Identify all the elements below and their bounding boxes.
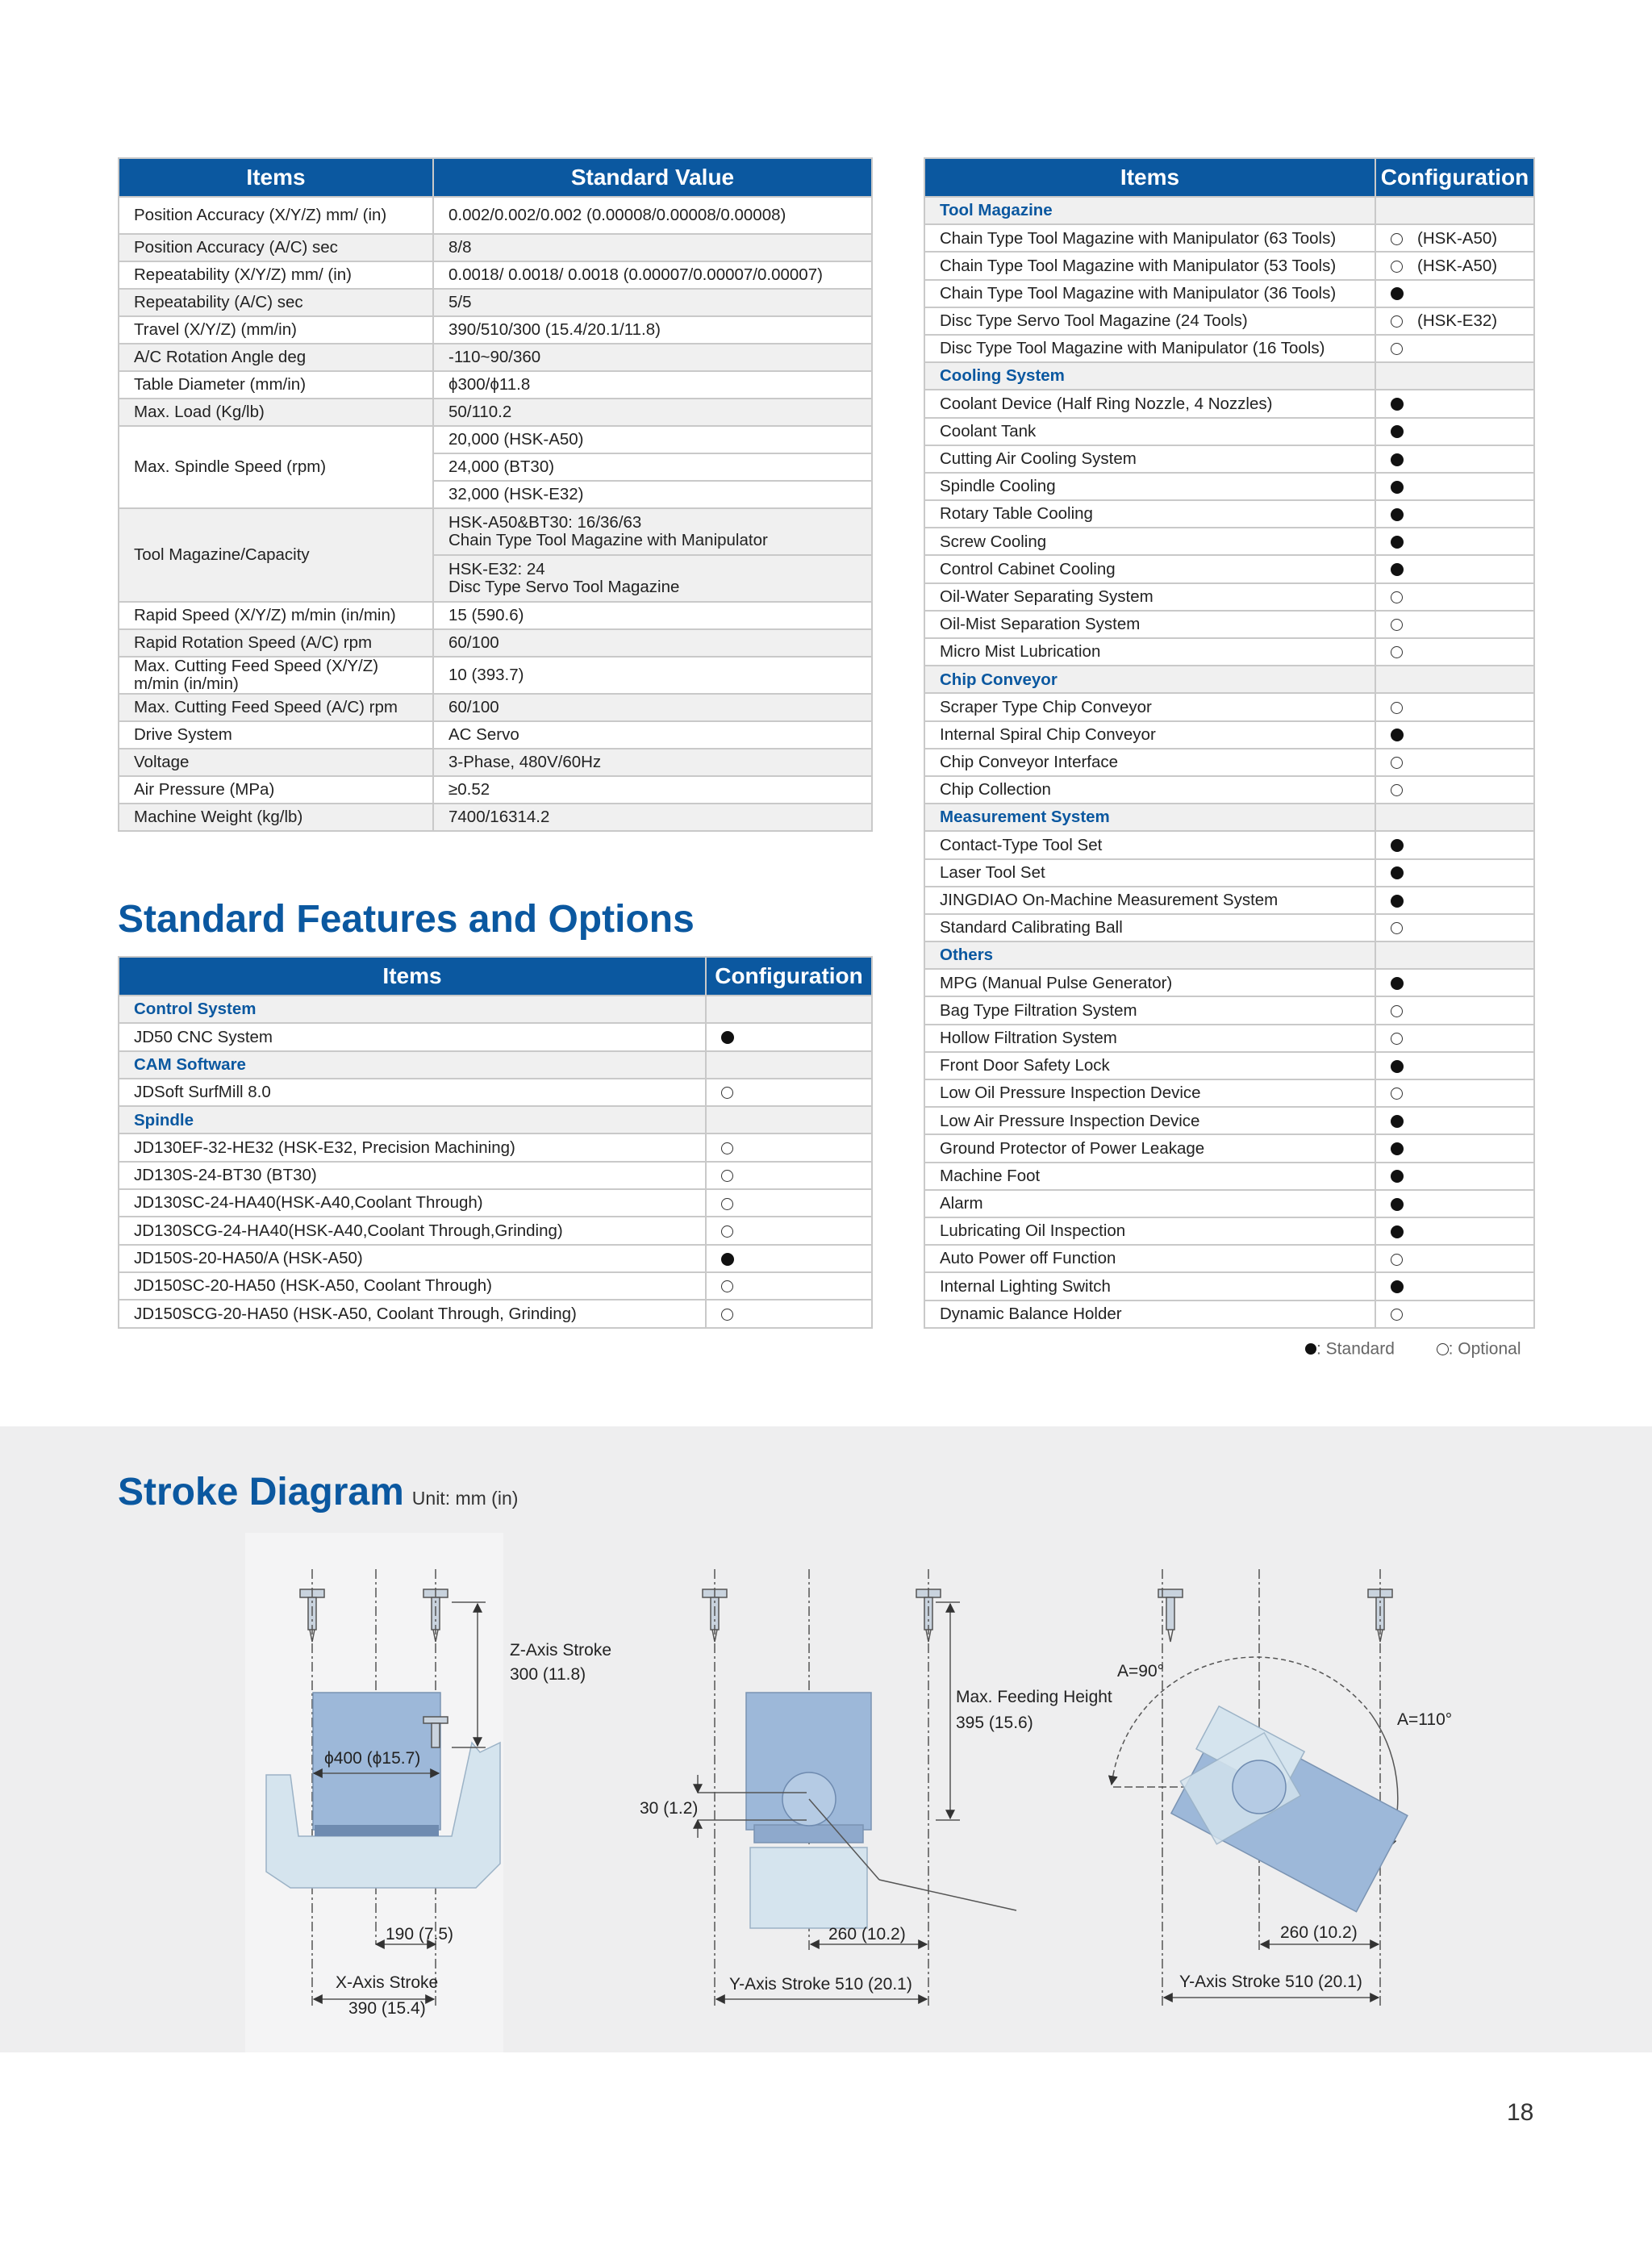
feature-item: Chip Conveyor Interface [924, 749, 1375, 776]
spec-value: 60/100 [433, 629, 872, 657]
feature-item: Auto Power off Function [924, 1245, 1375, 1272]
spec-item: Rapid Rotation Speed (A/C) rpm [119, 629, 433, 657]
feature-item: Chain Type Tool Magazine with Manipulator (36 Tools) [924, 280, 1375, 307]
max-feed-value: 395 (15.6) [956, 1714, 1033, 1732]
category-label: Cooling System [924, 362, 1375, 390]
y-stroke-label: Y-Axis Stroke 510 (20.1) [1179, 1973, 1362, 1991]
spec-value: 5/5 [433, 289, 872, 316]
feature-item: JD130SCG-24-HA40(HSK-A40,Coolant Through,Grinding) [119, 1217, 706, 1244]
spec-value-line: HSK-E32: 24 [448, 560, 545, 579]
x-stroke-label: X-Axis Stroke [336, 1973, 439, 1992]
feature-item: JD130S-24-BT30 (BT30) [119, 1162, 706, 1189]
spec-item: Max. Load (Kg/lb) [119, 399, 433, 426]
category-label: Tool Magazine [924, 197, 1375, 224]
feature-item: Dynamic Balance Holder [924, 1301, 1375, 1328]
spec-item: Repeatability (A/C) sec [119, 289, 433, 316]
spec-value: 10 (393.7) [433, 657, 872, 694]
feature-item: Hollow Filtration System [924, 1025, 1375, 1052]
spec-value: 20,000 (HSK-A50) [433, 426, 872, 453]
spec-value: -110~90/360 [433, 344, 872, 371]
spec-item: Position Accuracy (A/C) sec [119, 234, 433, 261]
offset-30-label: 30 (1.2) [640, 1799, 699, 1818]
feature-item: Rotary Table Cooling [924, 500, 1375, 528]
spec-value: 390/510/300 (15.4/20.1/11.8) [433, 316, 872, 344]
spec-item: Machine Weight (kg/lb) [119, 804, 433, 831]
spec-item: Max. Cutting Feed Speed (X/Y/Z) m/min (in/min) [119, 657, 433, 694]
spec-header-items: Items [119, 158, 433, 197]
a90-label: A=90° [1117, 1662, 1165, 1680]
spec-value: 60/100 [433, 694, 872, 721]
feature-item: MPG (Manual Pulse Generator) [924, 969, 1375, 996]
spec-item: Voltage [119, 749, 433, 776]
diameter-label: ϕ400 (ϕ15.7) [324, 1749, 421, 1768]
feature-item: Internal Lighting Switch [924, 1272, 1375, 1300]
spec-item: Rapid Speed (X/Y/Z) m/min (in/min) [119, 602, 433, 629]
feature-item: Chain Type Tool Magazine with Manipulator (53 Tools) [924, 252, 1375, 279]
feature-item: Spindle Cooling [924, 473, 1375, 500]
spec-value: ≥0.52 [433, 776, 872, 804]
spec-item: Drive System [119, 721, 433, 749]
feature-item: JD150S-20-HA50/A (HSK-A50) [119, 1245, 706, 1272]
feature-item: JD150SC-20-HA50 (HSK-A50, Coolant Through) [119, 1272, 706, 1300]
feature-item: Scraper Type Chip Conveyor [924, 693, 1375, 720]
feature-item: JD150SCG-20-HA50 (HSK-A50, Coolant Through, Grinding) [119, 1300, 706, 1327]
spec-value: 0.002/0.002/0.002 (0.00008/0.00008/0.00008) [433, 197, 872, 234]
category-label: CAM Software [119, 1051, 706, 1079]
features-left-header-items: Items [119, 957, 706, 996]
stroke-unit: Unit: mm (in) [411, 1488, 519, 1509]
stroke-diagram-heading: Stroke Diagram [118, 1471, 404, 1513]
config-note: (HSK-A50) [1417, 228, 1498, 248]
feature-item: Disc Type Servo Tool Magazine (24 Tools) [924, 307, 1375, 335]
spec-value: 32,000 (HSK-E32) [433, 481, 872, 508]
feature-item: Oil-Water Separating System [924, 583, 1375, 611]
config-note: (HSK-A50) [1417, 256, 1498, 275]
feature-item: JD50 CNC System [119, 1023, 706, 1050]
feature-item: Coolant Device (Half Ring Nozzle, 4 Nozzles) [924, 390, 1375, 417]
spec-value-line: HSK-A50&BT30: 16/36/63 [448, 513, 642, 532]
feature-item: JINGDIAO On-Machine Measurement System [924, 887, 1375, 914]
features-title: Standard Features and Options [118, 898, 695, 941]
feature-item: Laser Tool Set [924, 859, 1375, 887]
spec-item: Table Diameter (mm/in) [119, 371, 433, 399]
spec-item: A/C Rotation Angle deg [119, 344, 433, 371]
feature-item: Contact-Type Tool Set [924, 831, 1375, 858]
feature-item: Alarm [924, 1190, 1375, 1217]
feature-item: Lubricating Oil Inspection [924, 1217, 1375, 1245]
feature-item: Coolant Tank [924, 418, 1375, 445]
legend-standard: : Standard [1316, 1339, 1395, 1359]
spec-value: 8/8 [433, 234, 872, 261]
feature-item: Bag Type Filtration System [924, 996, 1375, 1024]
spec-value-line: Disc Type Servo Tool Magazine [448, 578, 680, 596]
spec-item: Air Pressure (MPa) [119, 776, 433, 804]
legend-optional: : Optional [1448, 1339, 1521, 1359]
feature-item: Disc Type Tool Magazine with Manipulator (16 Tools) [924, 335, 1375, 362]
spec-value: 0.0018/ 0.0018/ 0.0018 (0.00007/0.00007/0.00007) [433, 261, 872, 289]
spec-value: 3-Phase, 480V/60Hz [433, 749, 872, 776]
feature-item: JDSoft SurfMill 8.0 [119, 1079, 706, 1106]
spec-value: 50/110.2 [433, 399, 872, 426]
category-label: Spindle [119, 1106, 706, 1134]
spec-item: Max. Cutting Feed Speed (A/C) rpm [119, 694, 433, 721]
features-left-header-config: Configuration [706, 957, 872, 996]
x-offset-label: 190 (7.5) [386, 1925, 454, 1943]
page-number: 18 [1507, 2099, 1534, 2126]
config-note: (HSK-E32) [1417, 311, 1498, 331]
feature-item: Micro Mist Lubrication [924, 638, 1375, 666]
y-stroke-label: Y-Axis Stroke 510 (20.1) [729, 1975, 912, 1994]
spec-item: Position Accuracy (X/Y/Z) mm/ (in) [119, 197, 433, 234]
features-right-header-items: Items [924, 158, 1375, 197]
y-offset-label: 260 (10.2) [828, 1925, 906, 1943]
spec-value: 15 (590.6) [433, 602, 872, 629]
features-right-header-config: Configuration [1375, 158, 1534, 197]
feature-item: Control Cabinet Cooling [924, 555, 1375, 582]
spec-value: 7400/16314.2 [433, 804, 872, 831]
feature-item: Front Door Safety Lock [924, 1052, 1375, 1079]
feature-item: JD130EF-32-HE32 (HSK-E32, Precision Machining) [119, 1134, 706, 1161]
feature-item: Machine Foot [924, 1163, 1375, 1190]
spec-value: ϕ300/ϕ11.8 [433, 371, 872, 399]
feature-item: JD130SC-24-HA40(HSK-A40,Coolant Through) [119, 1189, 706, 1217]
feature-item: Internal Spiral Chip Conveyor [924, 721, 1375, 749]
feature-item: Oil-Mist Separation System [924, 611, 1375, 638]
feature-item: Low Air Pressure Inspection Device [924, 1107, 1375, 1134]
feature-item: Ground Protector of Power Leakage [924, 1134, 1375, 1162]
category-label: Chip Conveyor [924, 666, 1375, 693]
category-label: Others [924, 941, 1375, 969]
spec-value-line: Chain Type Tool Magazine with Manipulator [448, 531, 768, 549]
spec-value: AC Servo [433, 721, 872, 749]
a-axis-diagram [1112, 1569, 1412, 2009]
spec-item: Max. Spindle Speed (rpm) [119, 426, 433, 508]
spec-item: Travel (X/Y/Z) (mm/in) [119, 316, 433, 344]
spec-item: Repeatability (X/Y/Z) mm/ (in) [119, 261, 433, 289]
feature-item: Screw Cooling [924, 528, 1375, 555]
spec-value: 24,000 (BT30) [433, 453, 872, 481]
x-stroke-value: 390 (15.4) [348, 1999, 426, 2018]
y-offset-label: 260 (10.2) [1280, 1923, 1358, 1942]
category-label: Control System [119, 996, 706, 1023]
category-label: Measurement System [924, 804, 1375, 831]
z-stroke-value: 300 (11.8) [510, 1665, 586, 1684]
spec-header-value: Standard Value [433, 158, 872, 197]
feature-item: Low Oil Pressure Inspection Device [924, 1079, 1375, 1107]
feature-item: Standard Calibrating Ball [924, 914, 1375, 941]
a110-label: A=110° [1397, 1710, 1453, 1729]
max-feed-label: Max. Feeding Height [956, 1688, 1112, 1706]
spec-item: Tool Magazine/Capacity [119, 508, 433, 602]
z-stroke-label: Z-Axis Stroke [510, 1641, 612, 1660]
feature-item: Chip Collection [924, 776, 1375, 804]
feature-item: Chain Type Tool Magazine with Manipulator (63 Tools) [924, 224, 1375, 252]
feature-item: Cutting Air Cooling System [924, 445, 1375, 473]
